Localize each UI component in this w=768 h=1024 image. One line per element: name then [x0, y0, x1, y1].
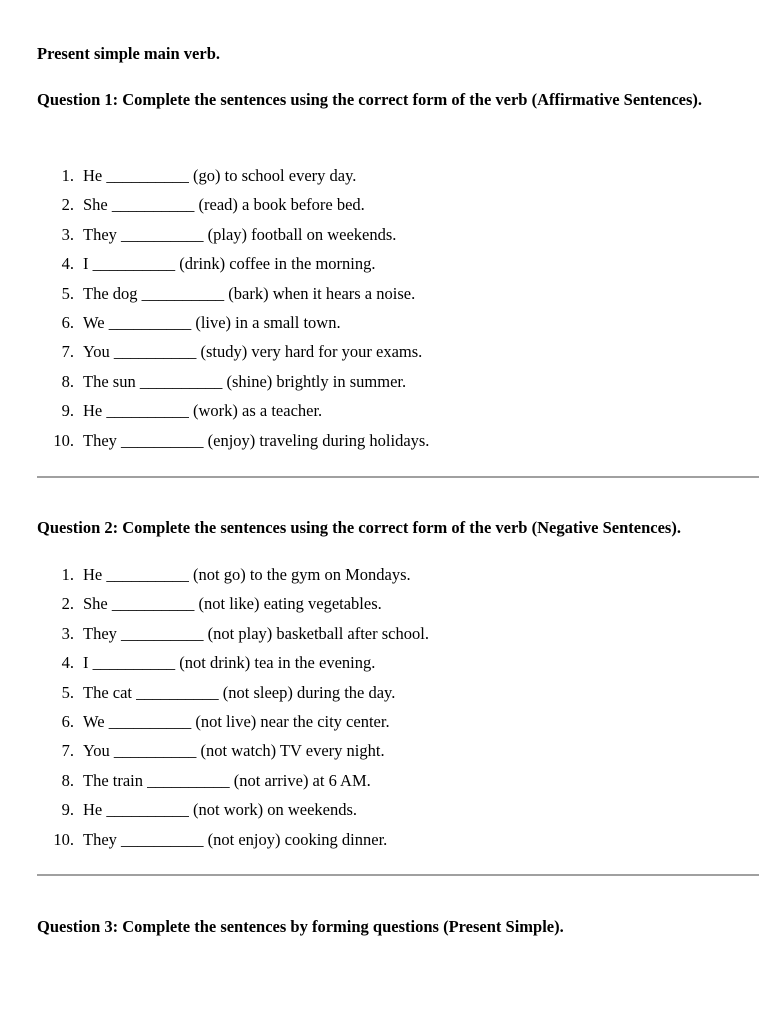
item-number: 8.: [61, 371, 74, 391]
item-number: 2.: [61, 195, 74, 215]
item-sentence: We __________ (live) in a small town.: [83, 312, 341, 332]
item-number: 9.: [61, 401, 74, 421]
section-divider: [37, 476, 759, 478]
item-sentence: They __________ (not play) basketball after school.: [83, 623, 429, 643]
item-number: 3.: [61, 224, 74, 244]
item-number: 6.: [61, 711, 74, 731]
item-number: 7.: [61, 741, 74, 761]
item-number: 6.: [61, 312, 74, 332]
item-number: 10.: [53, 430, 74, 450]
item-sentence: I __________ (drink) coffee in the morning.: [83, 254, 376, 274]
item-sentence: She __________ (read) a book before bed.: [83, 195, 365, 215]
item-sentence: He __________ (not go) to the gym on Mondays.: [83, 565, 411, 584]
item-sentence: You __________ (study) very hard for your exams.: [83, 342, 423, 362]
item-number: 2.: [61, 594, 74, 614]
item-sentence: We __________ (not live) near the city center.: [83, 711, 390, 731]
question-1-heading: Question 1: Complete the sentences using the correct form of the verb (Affirmative Sentences).: [37, 90, 703, 109]
item-number: 4.: [61, 653, 74, 673]
item-sentence: You __________ (not watch) TV every night.: [83, 741, 385, 761]
item-sentence: He __________ (go) to school every day.: [83, 166, 357, 185]
item-number: 4.: [61, 254, 74, 274]
item-number: 5.: [61, 283, 74, 303]
item-number: 8.: [61, 770, 74, 790]
question-2-heading: Question 2: Complete the sentences using the correct form of the verb (Negative Sentences).: [37, 518, 681, 537]
item-sentence: The train __________ (not arrive) at 6 AM.: [83, 770, 371, 790]
item-sentence: The dog __________ (bark) when it hears a noise.: [83, 283, 416, 303]
item-sentence: The cat __________ (not sleep) during the day.: [83, 682, 396, 702]
item-number: 5.: [61, 682, 74, 702]
question-3-heading: Question 3: Complete the sentences by forming questions (Present Simple).: [37, 917, 564, 936]
item-sentence: They __________ (play) football on weekends.: [83, 224, 397, 244]
item-sentence: They __________ (not enjoy) cooking dinner.: [83, 829, 388, 849]
item-sentence: He __________ (work) as a teacher.: [83, 401, 323, 421]
item-sentence: He __________ (not work) on weekends.: [83, 800, 358, 820]
section-divider: [37, 874, 759, 876]
item-sentence: They __________ (enjoy) traveling during holidays.: [83, 430, 430, 450]
item-sentence: The sun __________ (shine) brightly in summer.: [83, 371, 407, 391]
item-number: 7.: [61, 342, 74, 362]
item-number: 1.: [61, 565, 74, 584]
item-number: 3.: [61, 623, 74, 643]
item-sentence: She __________ (not like) eating vegetables.: [83, 594, 382, 614]
item-number: 1.: [61, 166, 74, 185]
item-number: 10.: [53, 829, 74, 849]
item-sentence: I __________ (not drink) tea in the evening.: [83, 653, 376, 673]
item-number: 9.: [61, 800, 74, 820]
document-title: Present simple main verb.: [37, 44, 221, 63]
